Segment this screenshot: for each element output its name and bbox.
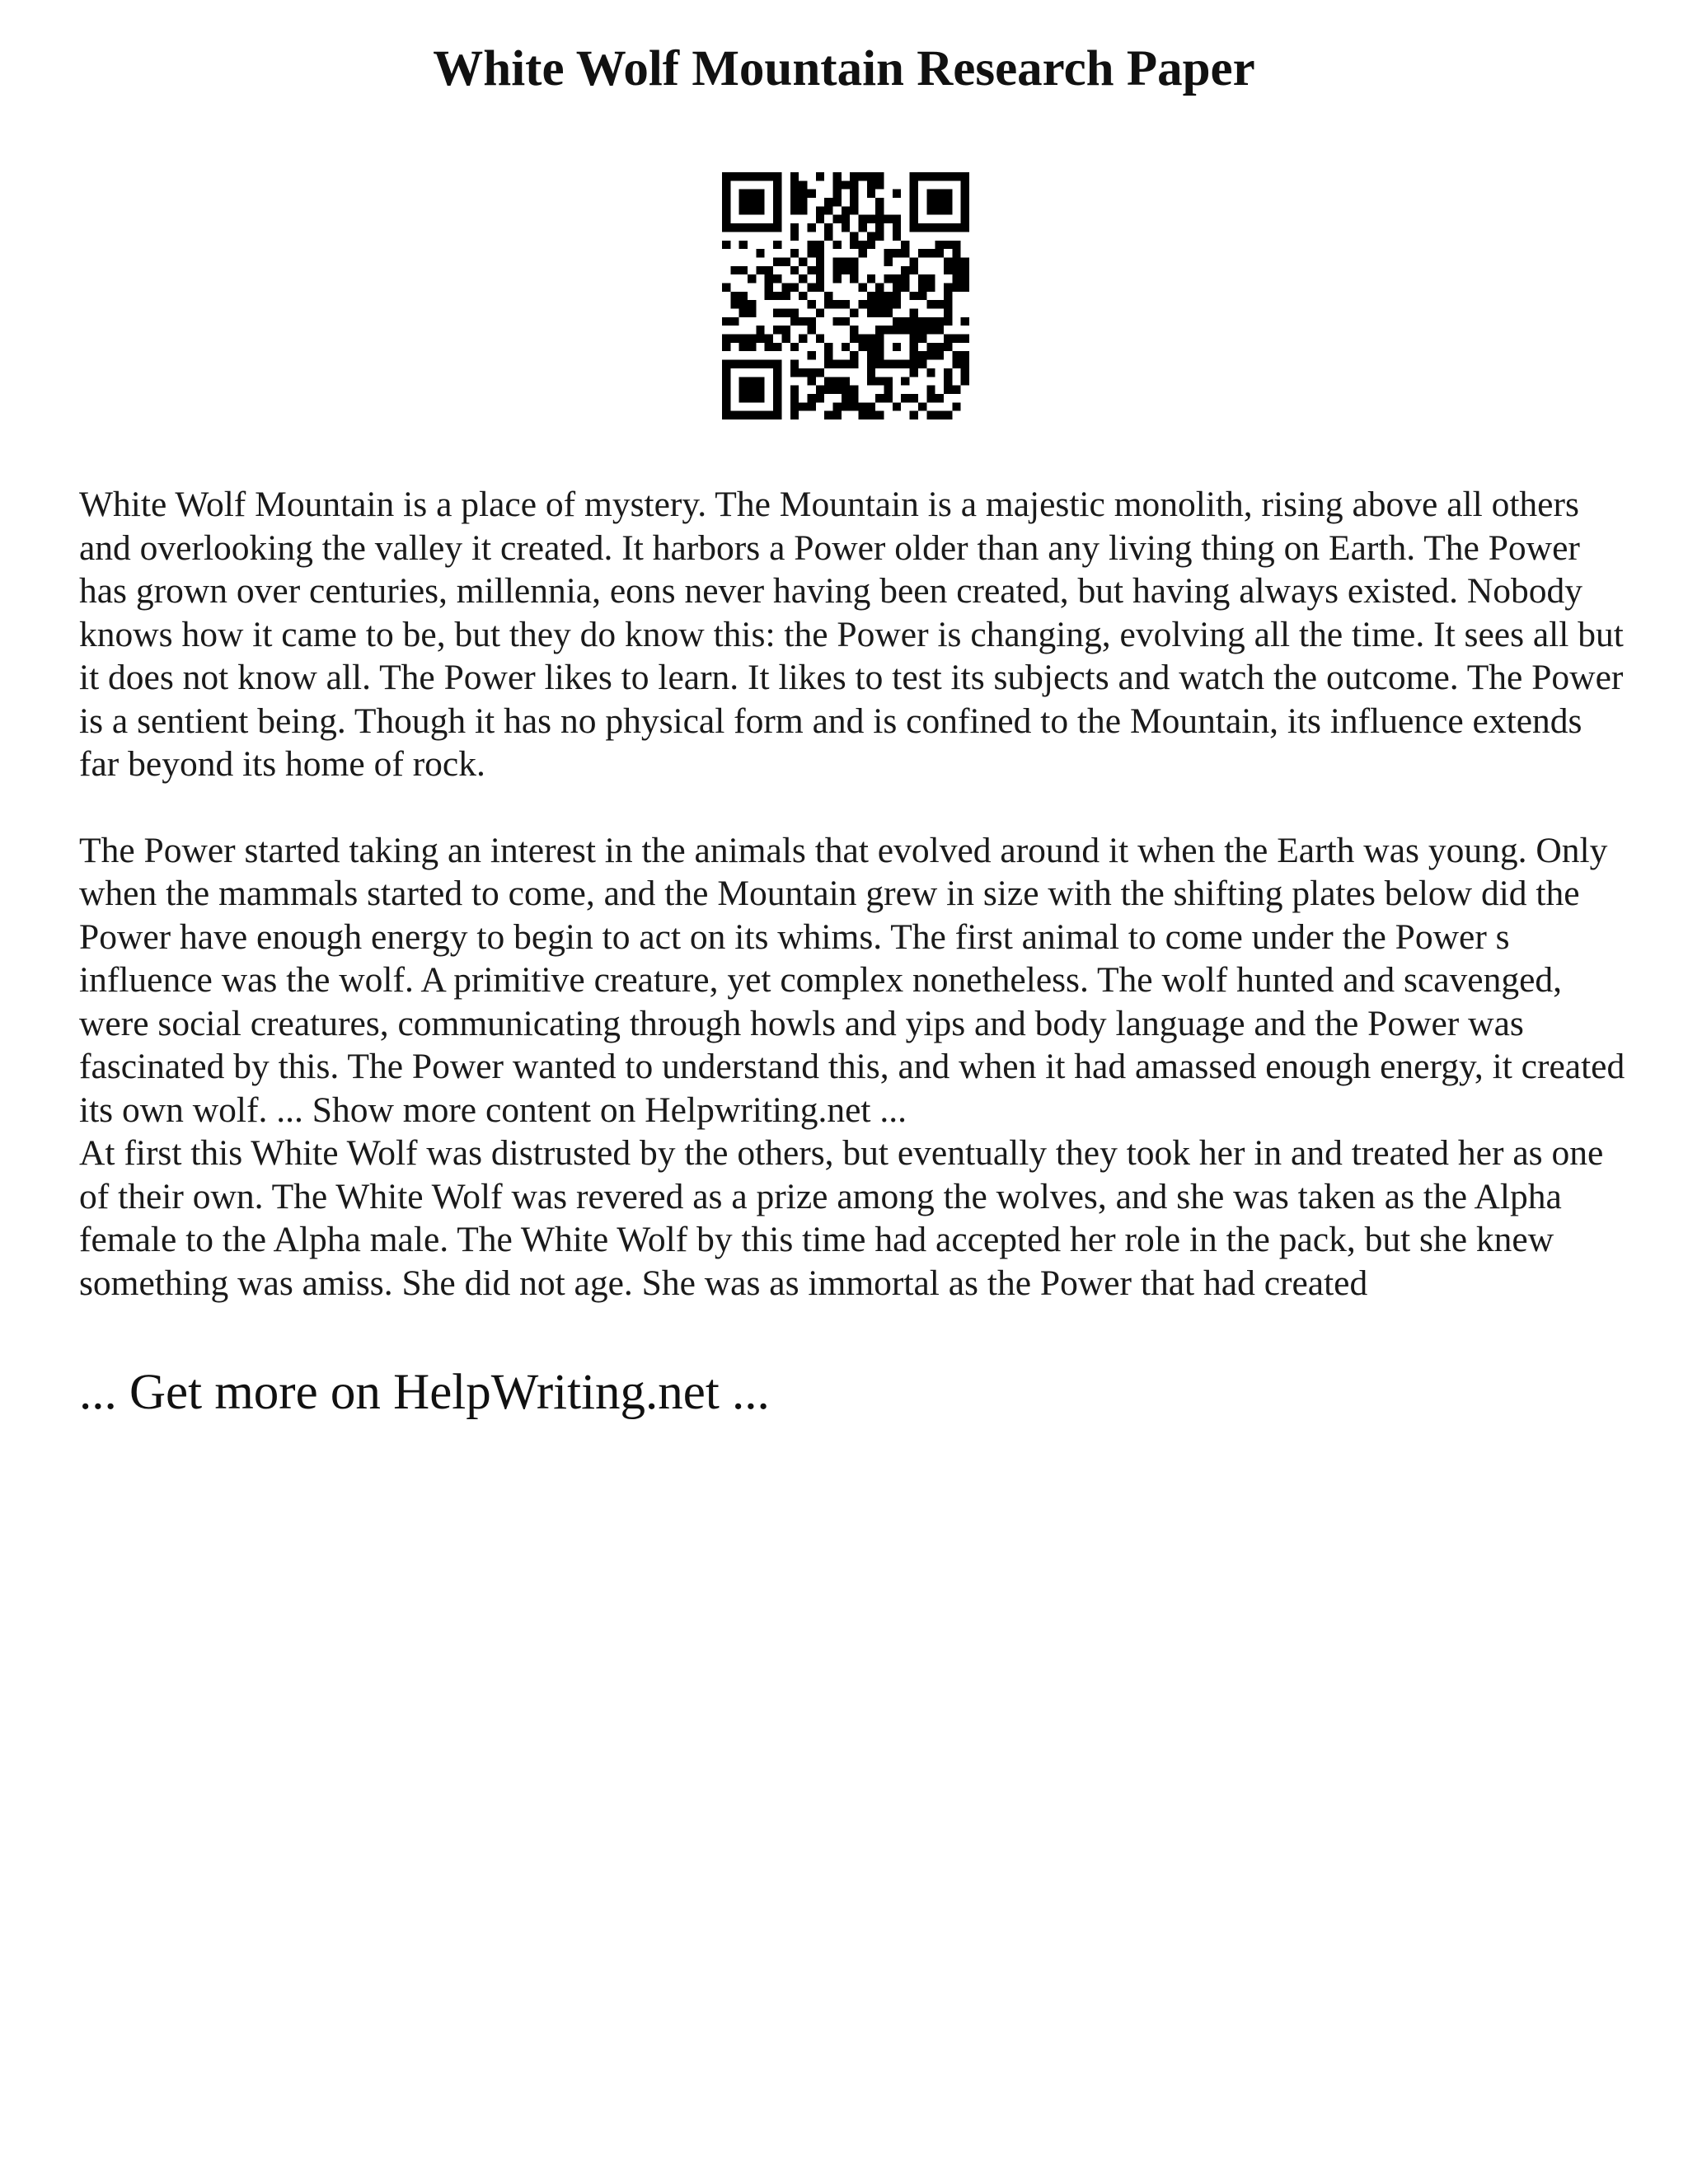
paragraph-intro: White Wolf Mountain is a place of mystery. The Mountain is a majestic monolith, rising above all others and overlooking the valley it created. It harbors a Power older than any living thing on Earth. The Power has grown over centuries, millennia, eons never having been created, but having always existed. Nobody knows how it came to be, but they do know this: the Power is changing, evolving all the time. It sees all but it does not know all. The Power likes to learn. It likes to test its subjects and watch the outcome. The Power is a sentient being. Though it has no physical form and is confined to the Mountain, its influence extends far beyond its home of rock. bbox=[79, 485, 1624, 784]
paragraph-white-wolf: At first this White Wolf was distrusted by the others, but eventually they took her in and treated her as one of their own. The White Wolf was revered as a prize among the wolves, and she was taken as the Alpha female to the Alpha male. The White Wolf by this time had accepted her role in the pack, but she knew something was amiss. She did not age. She was as immortal as the Power that had created bbox=[79, 1133, 1604, 1303]
document-title: White Wolf Mountain Research Paper bbox=[433, 41, 1255, 96]
get-more-link[interactable]: ... Get more on HelpWriting.net ... bbox=[79, 1365, 770, 1420]
paragraph-spacer bbox=[79, 786, 1629, 829]
paragraph-power-history: The Power started taking an interest in the animals that evolved around it when the Earth was young. Only when the mammals started to come, and the Mountain grew in size with the shifting plates below did the Power have enough energy to begin to act on its whims. The first animal to come under the Power s influence was the wolf. A primitive creature, yet complex nonetheless. The wolf hunted and scavenged, were social creatures, communicating through howls and yips and body language and the Power was fascinated by this. The Power wanted to understand this, and when it had amassed enough energy, it created its own wolf. ... Show more content on Helpwriting.net ... bbox=[79, 830, 1625, 1130]
qr-code-icon bbox=[722, 172, 969, 419]
document-body bbox=[79, 483, 1629, 1305]
